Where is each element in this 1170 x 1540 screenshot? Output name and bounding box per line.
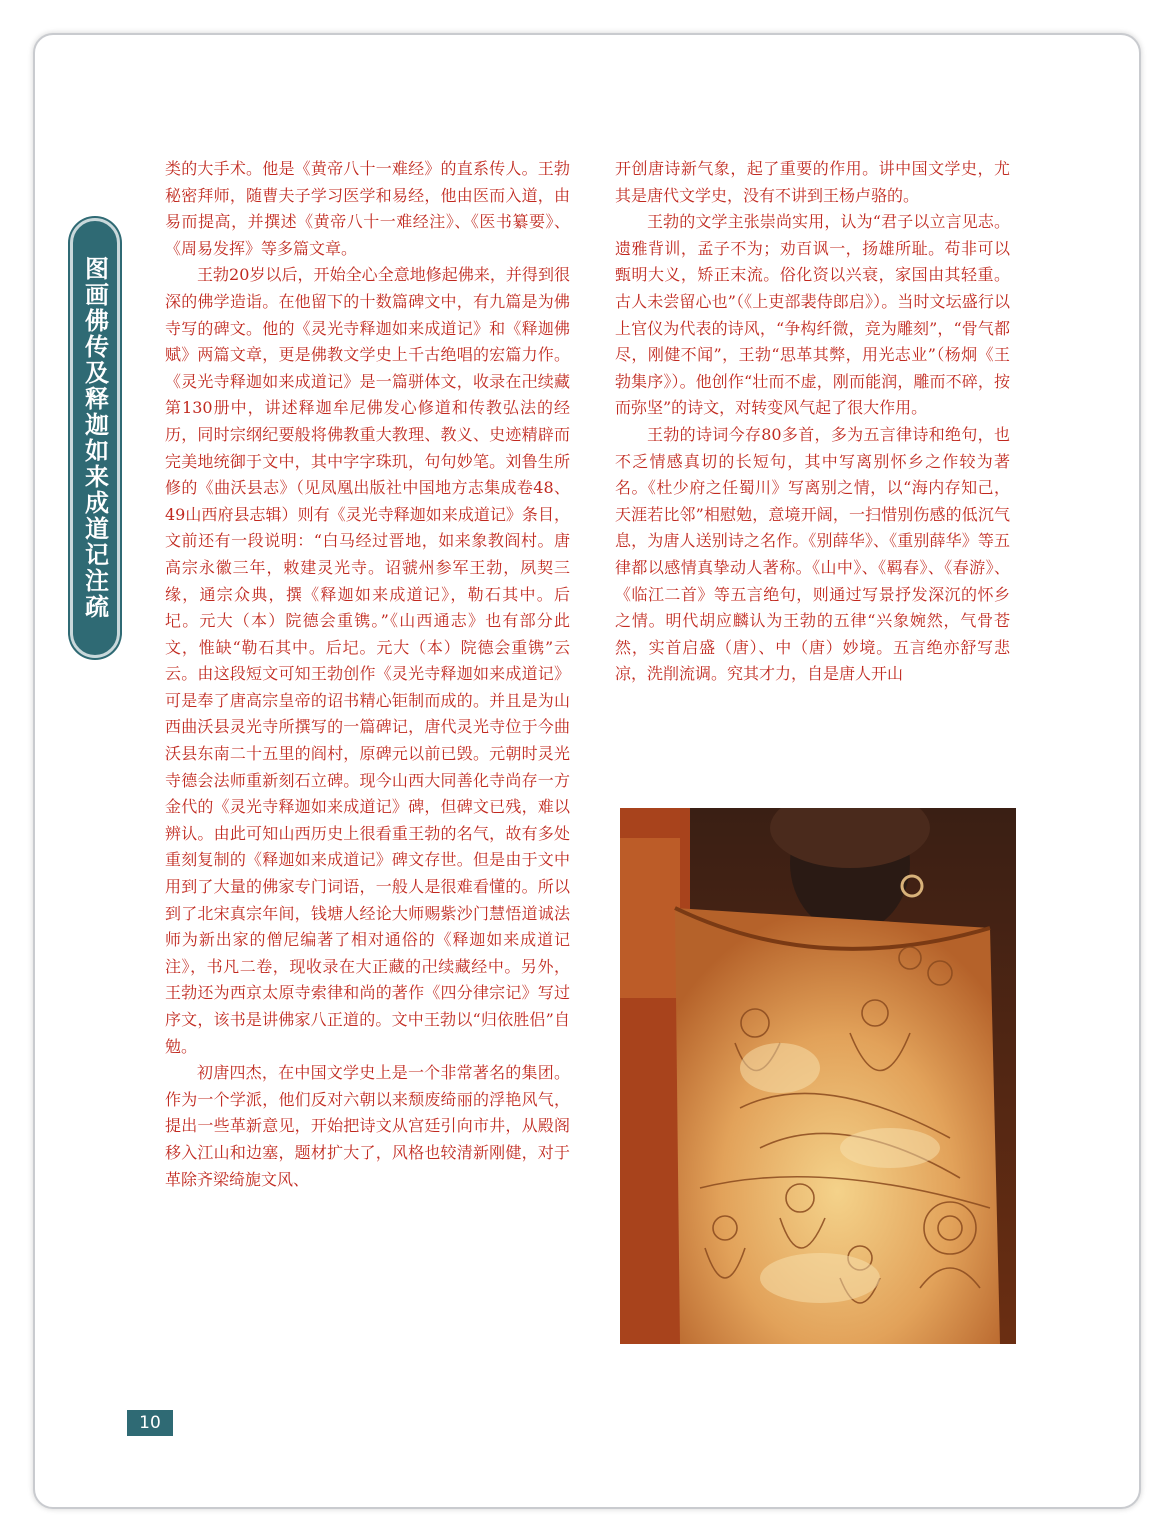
- right-text-column: [615, 156, 1010, 688]
- side-tab-title: 图画佛传及释迦如来成道记注疏: [80, 256, 109, 620]
- left-paragraph-3: 初唐四杰，在中国文学史上是一个非常著名的集团。作为一个学派，他们反对六朝以来颓废绮丽的浮艳风气，提出一些革新意见，开始把诗文从宫廷引向市井，从殿阁移入江山和边塞，题材扩大了，风格也较清新刚健，对于革除齐梁绮旎文风、: [165, 1063, 570, 1189]
- side-tab: [70, 218, 120, 658]
- left-paragraph-1: 类的大手术。他是《黄帝八十一难经》的直系传人。王勃秘密拜师，随曹夫子学习医学和易经，他由医而入道，由易而提高，并撰述《黄帝八十一难经注》、《医书纂要》、《周易发挥》等多篇文章。: [165, 159, 570, 258]
- left-paragraph-2: 王勃20岁以后，开始全心全意地修起佛来，并得到很深的佛学造诣。在他留下的十数篇碑文中，有九篇是为佛寺写的碑文。他的《灵光寺释迦如来成道记》和《释迦佛赋》两篇文章，更是佛教文学史上千古绝唱的宏篇力作。《灵光寺释迦如来成道记》是一篇骈体文，收录在卍续藏第130册中，讲述释迦牟尼佛发心修道和传教弘法的经历，同时宗纲纪要般将佛教重大教理、教义、史迹精辟而完美地统御于文中，其中字字珠玑，句句妙笔。刘鲁生所修的《曲沃县志》（见凤凰出版社中国地方志集成卷48、49山西府县志辑）则有《灵光寺释迦如来成道记》条目，文前还有一段说明：“白马经过晋地，如来象教阎村。唐高宗永徽三年，敕建灵光寺。诏虢州参军王勃，夙契三缘，通宗众典，撰《释迦如来成道记》，勒石其中。后圮。元大（本）院德会重镌。”《山西通志》也有部分此文，惟缺“勒石其中。后圮。元大（本）院德会重镌”云云。由这段短文可知王勃创作《灵光寺释迦如来成道记》可是奉了唐高宗皇帝的诏书精心钜制而成的。并且是为山西曲沃县灵光寺所撰写的一篇碑记，唐代灵光寺位于今曲沃县东南二十五里的阎村，原碑元以前已毁。元朝时灵光寺德会法师重新刻石立碑。现今山西大同善化寺尚存一方金代的《灵光寺释迦如来成道记》碑，但碑文已残，难以辨认。由此可知山西历史上很看重王勃的名气，故有多处重刻复制的《释迦如来成道记》碑文存世。但是由于文中用到了大量的佛家专门词语，一般人是很难看懂的。所以到了北宋真宗年间，钱塘人经论大师赐紫沙门慧悟道诚法师为新出家的僧尼编著了相对通俗的《释迦如来成道记注》，书凡二卷，现收录在大正藏的卍续藏经中。另外，王勃还为西京太原寺索律和尚的著作《四分律宗记》写过序文，该书是讲佛家八正道的。文中王勃以“归依胜侣”自勉。: [165, 265, 570, 1056]
- buddhist-mural-painting-icon: [620, 808, 1016, 1344]
- right-paragraph-2: 王勃的文学主张崇尚实用，认为“君子以立言见志。遗雅背训，孟子不为；劝百讽一，扬雄所耻。苟非可以甄明大义，矫正末流。俗化资以兴衰，家国由其轻重。古人未尝留心也”（《上吏部裴侍郎启》）。当时文坛盛行以上官仪为代表的诗风，“争构纤微，竞为雕刻”，“骨气都尽，刚健不闻”，王勃“思革其弊，用光志业”（杨炯《王勃集序》）。他创作“壮而不虚，刚而能润，雕而不碎，按而弥坚”的诗文，对转变风气起了很大作用。: [615, 212, 1010, 418]
- page-number: 10: [127, 1410, 173, 1436]
- right-paragraph-3: 王勃的诗词今存80多首，多为五言律诗和绝句，也不乏情感真切的长短句，其中写离别怀乡之作较为著名。《杜少府之任蜀川》写离别之情，以“海内存知己，天涯若比邻”相慰勉，意境开阔，一扫惜别伤感的低沉气息，为唐人送别诗之名作。《别薛华》、《重别薛华》等五律都以感情真挚动人著称。《山中》、《羁春》、《春游》、《临江二首》等五言绝句，则通过写景抒发深沉的怀乡之情。明代胡应麟认为王勃的五律“兴象婉然，气骨苍然，实首启盛（唐）、中（唐）妙境。五言绝亦舒写悲凉，洗削流调。究其才力，自是唐人开山: [615, 424, 1010, 684]
- right-paragraph-1: 开创唐诗新气象，起了重要的作用。讲中国文学史，尤其是唐代文学史，没有不讲到王杨卢骆的。: [615, 159, 1010, 205]
- left-text-column: [165, 156, 570, 1193]
